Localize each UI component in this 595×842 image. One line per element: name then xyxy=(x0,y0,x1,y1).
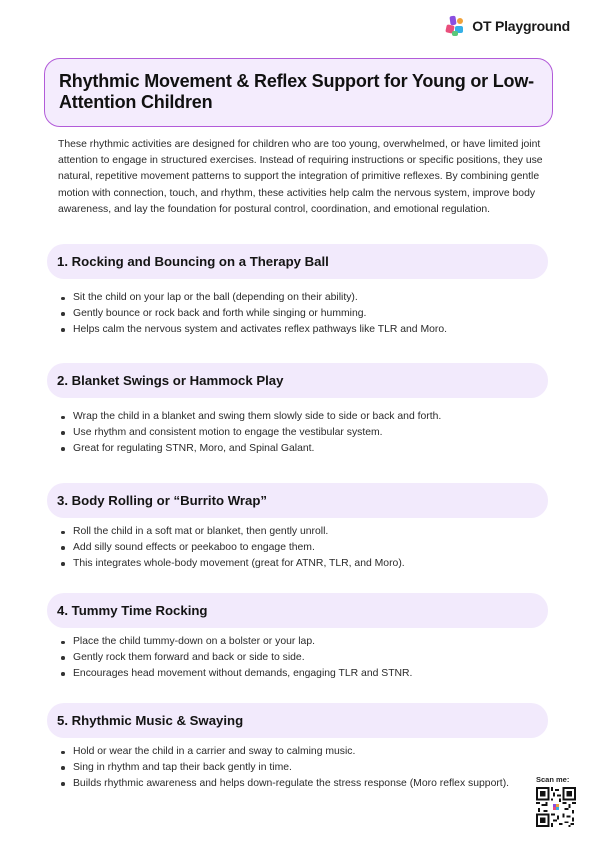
section-heading: 2. Blanket Swings or Hammock Play xyxy=(57,373,284,388)
section-header-1 xyxy=(47,244,548,279)
bullet-item: Great for regulating STNR, Moro, and Spinal Galant. xyxy=(58,441,538,457)
bullet-item: Add silly sound effects or peekaboo to engage them. xyxy=(58,540,538,556)
ot-playground-logo-icon xyxy=(446,16,466,36)
qr-block xyxy=(536,775,578,832)
section-header-4 xyxy=(47,593,548,628)
section-bullets-2 xyxy=(58,409,538,456)
title-box xyxy=(44,58,553,127)
bullet-item: Hold or wear the child in a carrier and sway to calming music. xyxy=(58,744,518,760)
section-heading: 3. Body Rolling or “Burrito Wrap” xyxy=(57,493,268,508)
bullet-item: This integrates whole-body movement (great for ATNR, TLR, and Moro). xyxy=(58,556,538,572)
section-bullets-5 xyxy=(58,744,518,791)
intro-paragraph: These rhythmic activities are designed for children who are too young, overwhelmed, or have limited joint attention to engage in structured exercises. Instead of requiring instructions or specific positions, they use natural, repetitive movement patterns to support the integration of primitive reflexes. By combining gentle motion with connection, touch, and rhythm, these activities help calm the nervous system, improve body awareness, and lay the foundation for postural control, coordination, and emotional regulation. xyxy=(58,139,543,215)
bullet-item: Use rhythm and consistent motion to engage the vestibular system. xyxy=(58,425,538,441)
section-header-3 xyxy=(47,483,548,518)
bullet-item: Place the child tummy-down on a bolster or your lap. xyxy=(58,634,538,650)
section-bullets-4 xyxy=(58,634,538,681)
section-bullets-1 xyxy=(58,290,538,337)
section-heading: 4. Tummy Time Rocking xyxy=(57,603,208,618)
section-bullets-3 xyxy=(58,524,538,571)
section-header-5 xyxy=(47,703,548,738)
brand xyxy=(446,16,570,36)
bullet-item: Wrap the child in a blanket and swing them slowly side to side or back and forth. xyxy=(58,409,538,425)
section-header-2 xyxy=(47,363,548,398)
qr-label: Scan me: xyxy=(536,775,570,784)
bullet-item: Gently rock them forward and back or side to side. xyxy=(58,650,538,666)
page-title: Rhythmic Movement & Reflex Support for Young or Low-Attention Children xyxy=(59,71,534,112)
bullet-item: Gently bounce or rock back and forth while singing or humming. xyxy=(58,306,538,322)
bullet-item: Sing in rhythm and tap their back gently in time. xyxy=(58,760,518,776)
bullet-item: Helps calm the nervous system and activates reflex pathways like TLR and Moro. xyxy=(58,322,538,338)
bullet-item: Builds rhythmic awareness and helps down-regulate the stress response (Moro reflex support). xyxy=(58,776,518,792)
bullet-item: Sit the child on your lap or the ball (depending on their ability). xyxy=(58,290,538,306)
brand-name: OT Playground xyxy=(472,18,570,34)
section-heading: 1. Rocking and Bouncing on a Therapy Ball xyxy=(57,254,329,269)
bullet-item: Roll the child in a soft mat or blanket, then gently unroll. xyxy=(58,524,538,540)
bullet-item: Encourages head movement without demands, engaging TLR and STNR. xyxy=(58,666,538,682)
qr-code-icon[interactable] xyxy=(536,787,576,827)
section-heading: 5. Rhythmic Music & Swaying xyxy=(57,713,244,728)
